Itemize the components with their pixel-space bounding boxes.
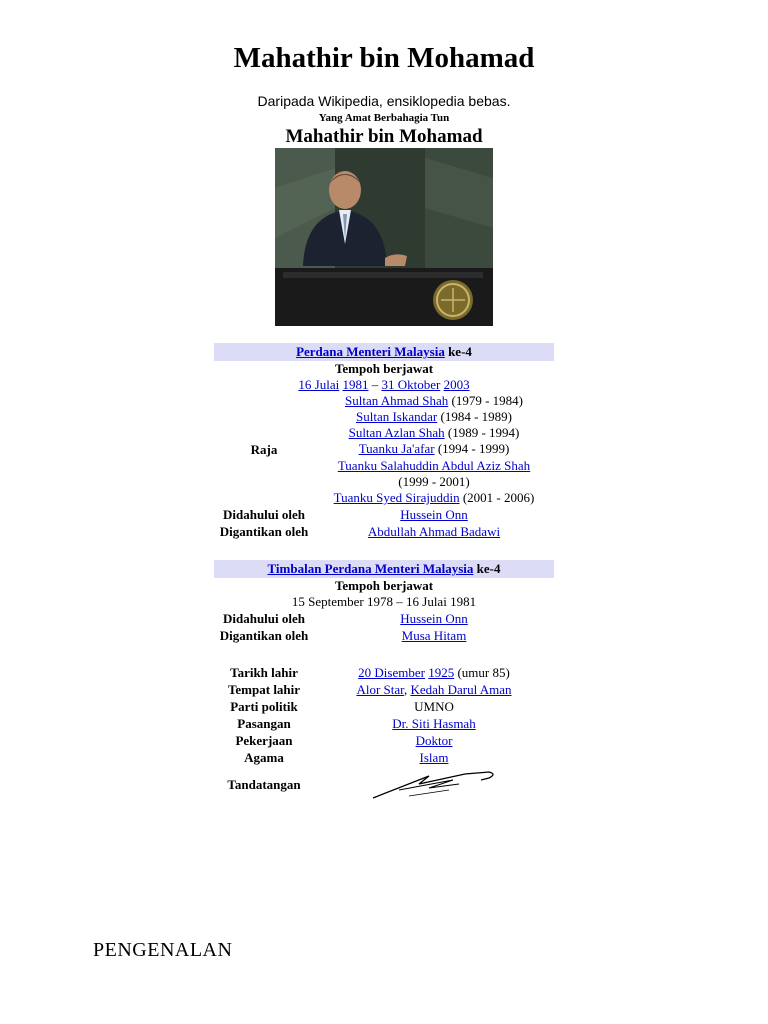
occupation-row [214,732,554,749]
dpm-succeeded-link[interactable]: Musa Hitam [401,628,467,643]
monarch-entry [314,409,554,425]
monarch-link[interactable]: Tuanku Syed Sirajuddin [333,489,460,505]
dpm-header [214,560,554,578]
pm-succeeded-row [214,523,554,540]
pm-term-start-day-link[interactable]: 16 Julai [298,377,340,392]
dpm-term: 15 September 1978 – 16 Julai 1981 [291,594,477,609]
occupation-label: Pekerjaan [235,733,293,748]
signature-label: Tandatangan [227,777,301,792]
birth-place-label: Tempat lahir [227,682,301,697]
infobox [214,343,554,804]
birth-date-label: Tarikh lahir [230,665,298,680]
spouse-link[interactable]: Dr. Siti Hasmah [392,716,476,731]
raja-list [314,393,554,506]
honorific: Yang Amat Berbahagia Tun [318,112,450,124]
dpm-office-link[interactable]: Timbalan Perdana Menteri Malaysia [267,561,474,576]
monarch-entry [314,474,554,490]
pm-succeeded-link[interactable]: Abdullah Ahmad Badawi [367,524,501,539]
section-gap [214,644,554,664]
raja-label: Raja [250,441,278,457]
religion-row [214,749,554,766]
birth-town-link[interactable]: Alor Star [356,682,404,697]
monarch-link[interactable]: Tuanku Salahuddin Abdul Aziz Shah [337,457,531,473]
party-value: UMNO [414,699,454,714]
article-tagline: Daripada Wikipedia, ensiklopedia bebas. [257,93,511,109]
monarch-entry [314,490,554,506]
pm-preceded-link[interactable]: Hussein Onn [400,507,468,522]
raja-row [214,393,554,506]
monarch-years: (1994 - 1999) [437,441,510,457]
monarch-years: (1999 - 2001) [398,473,470,489]
pm-term [214,377,554,393]
pm-term-end-year-link[interactable]: 2003 [443,377,470,392]
monarch-link[interactable]: Sultan Iskandar [356,409,438,425]
monarch-entry [314,393,554,409]
monarch-entry [314,441,554,457]
dpm-term-label: Tempoh berjawat [334,578,434,593]
pm-header [214,343,554,361]
birth-state-link[interactable]: Kedah Darul Aman [410,682,512,697]
pm-office-link[interactable]: Perdana Menteri Malaysia [296,344,445,359]
dpm-succeeded-label: Digantikan oleh [219,628,309,643]
birth-place-comma: , [403,682,408,697]
signature-drawing [369,768,499,802]
dpm-preceded-row [214,610,554,627]
pm-term-dash: – [371,377,379,392]
birth-year-link[interactable]: 1925 [428,665,455,680]
spouse-row [214,715,554,732]
age-text: (umur 85) [457,665,510,680]
birth-place-row [214,681,554,698]
religion-link[interactable]: Islam [419,750,449,765]
pm-office-suffix: ke-4 [448,344,472,359]
monarch-years: (2001 - 2006) [462,489,535,505]
article-title: Mahathir bin Mohamad [233,42,535,74]
monarch-years: (1979 - 1984) [451,393,524,408]
pm-succeeded-label: Digantikan oleh [219,524,309,539]
signature-row [214,766,554,804]
spouse-label: Pasangan [237,716,291,731]
party-row [214,698,554,715]
pm-term-label: Tempoh berjawat [334,361,434,376]
portrait-image [275,148,493,326]
birth-day-link[interactable]: 20 Disember [358,665,425,680]
monarch-link[interactable]: Sultan Azlan Shah [348,425,445,441]
pm-preceded-row [214,506,554,523]
party-label: Parti politik [230,699,298,714]
occupation-link[interactable]: Doktor [415,733,453,748]
birth-date-row [214,664,554,681]
dpm-succeeded-row [214,627,554,644]
pm-preceded-label: Didahului oleh [222,507,305,522]
pm-term-start-year-link[interactable]: 1981 [342,377,369,392]
monarch-link[interactable]: Sultan Ahmad Shah [344,393,449,408]
section-gap [214,540,554,560]
dpm-office-suffix: ke-4 [476,561,501,576]
monarch-link[interactable]: Tuanku Ja'afar [358,441,435,457]
section-heading-pengenalan: PENGENALAN [93,939,233,961]
portrait-photo [275,148,493,326]
religion-label: Agama [244,750,284,765]
monarch-entry [314,425,554,441]
dpm-preceded-link[interactable]: Hussein Onn [400,611,468,626]
monarch-entry [314,458,554,474]
infobox-name: Mahathir bin Mohamad [285,126,483,147]
signature-image [314,766,554,804]
monarch-years: (1984 - 1989) [440,409,512,425]
pm-term-end-day-link[interactable]: 31 Oktober [381,377,441,392]
dpm-preceded-label: Didahului oleh [222,611,305,626]
monarch-years: (1989 - 1994) [447,425,520,441]
